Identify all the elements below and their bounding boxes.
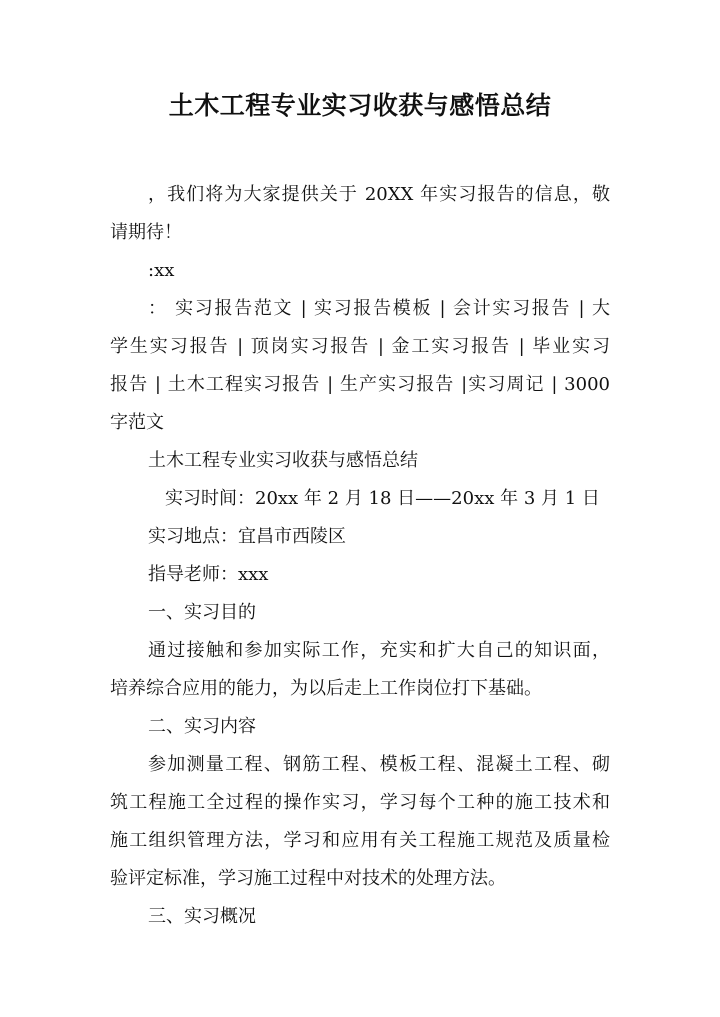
content-line-3: 施工组织管理方法，学习和应用有关工程施工规范及质量检 [110,830,610,851]
related-links-line-1: ： 实习报告范文 | 实习报告模板 | 会计实习报告 | 大 [148,298,610,319]
internship-time: 实习时间：20xx 年 2 月 18 日——20xx 年 3 月 1 日 [165,488,600,509]
content-line-2: 筑工程施工全过程的操作实习，学习每个工种的施工技术和 [110,792,610,813]
related-links-line-2: 学生实习报告 | 顶岗实习报告 | 金工实习报告 | 毕业实习 [110,336,610,357]
paragraph-intro-line-2: 请期待！ [110,222,182,243]
author-line: :xx [148,260,175,281]
internship-advisor: 指导老师：xxx [148,564,269,585]
section-heading-content: 二、实习内容 [148,716,256,737]
document-body [110,176,610,936]
purpose-line-2: 培养综合应用的能力，为以后走上工作岗位打下基础。 [110,678,542,699]
content-line-1: 参加测量工程、钢筋工程、模板工程、混凝土工程、砌 [148,754,610,775]
document-title: 土木工程专业实习收获与感悟总结 [168,91,552,120]
purpose-line-1: 通过接触和参加实际工作，充实和扩大自己的知识面， [148,640,610,661]
section-heading-main: 土木工程专业实习收获与感悟总结 [148,450,418,471]
related-links-line-4: 字范文 [110,412,164,433]
content-line-4: 验评定标准，学习施工过程中对技术的处理方法。 [110,868,506,889]
section-heading-purpose: 一、实习目的 [148,602,256,623]
section-heading-overview: 三、实习概况 [148,906,256,927]
internship-location: 实习地点：宜昌市西陵区 [148,526,346,547]
paragraph-intro-line-1: ，我们将为大家提供关于 20XX 年实习报告的信息，敬 [148,184,610,205]
related-links-line-3: 报告 | 土木工程实习报告 | 生产实习报告 |实习周记 | 3000 [110,374,610,395]
